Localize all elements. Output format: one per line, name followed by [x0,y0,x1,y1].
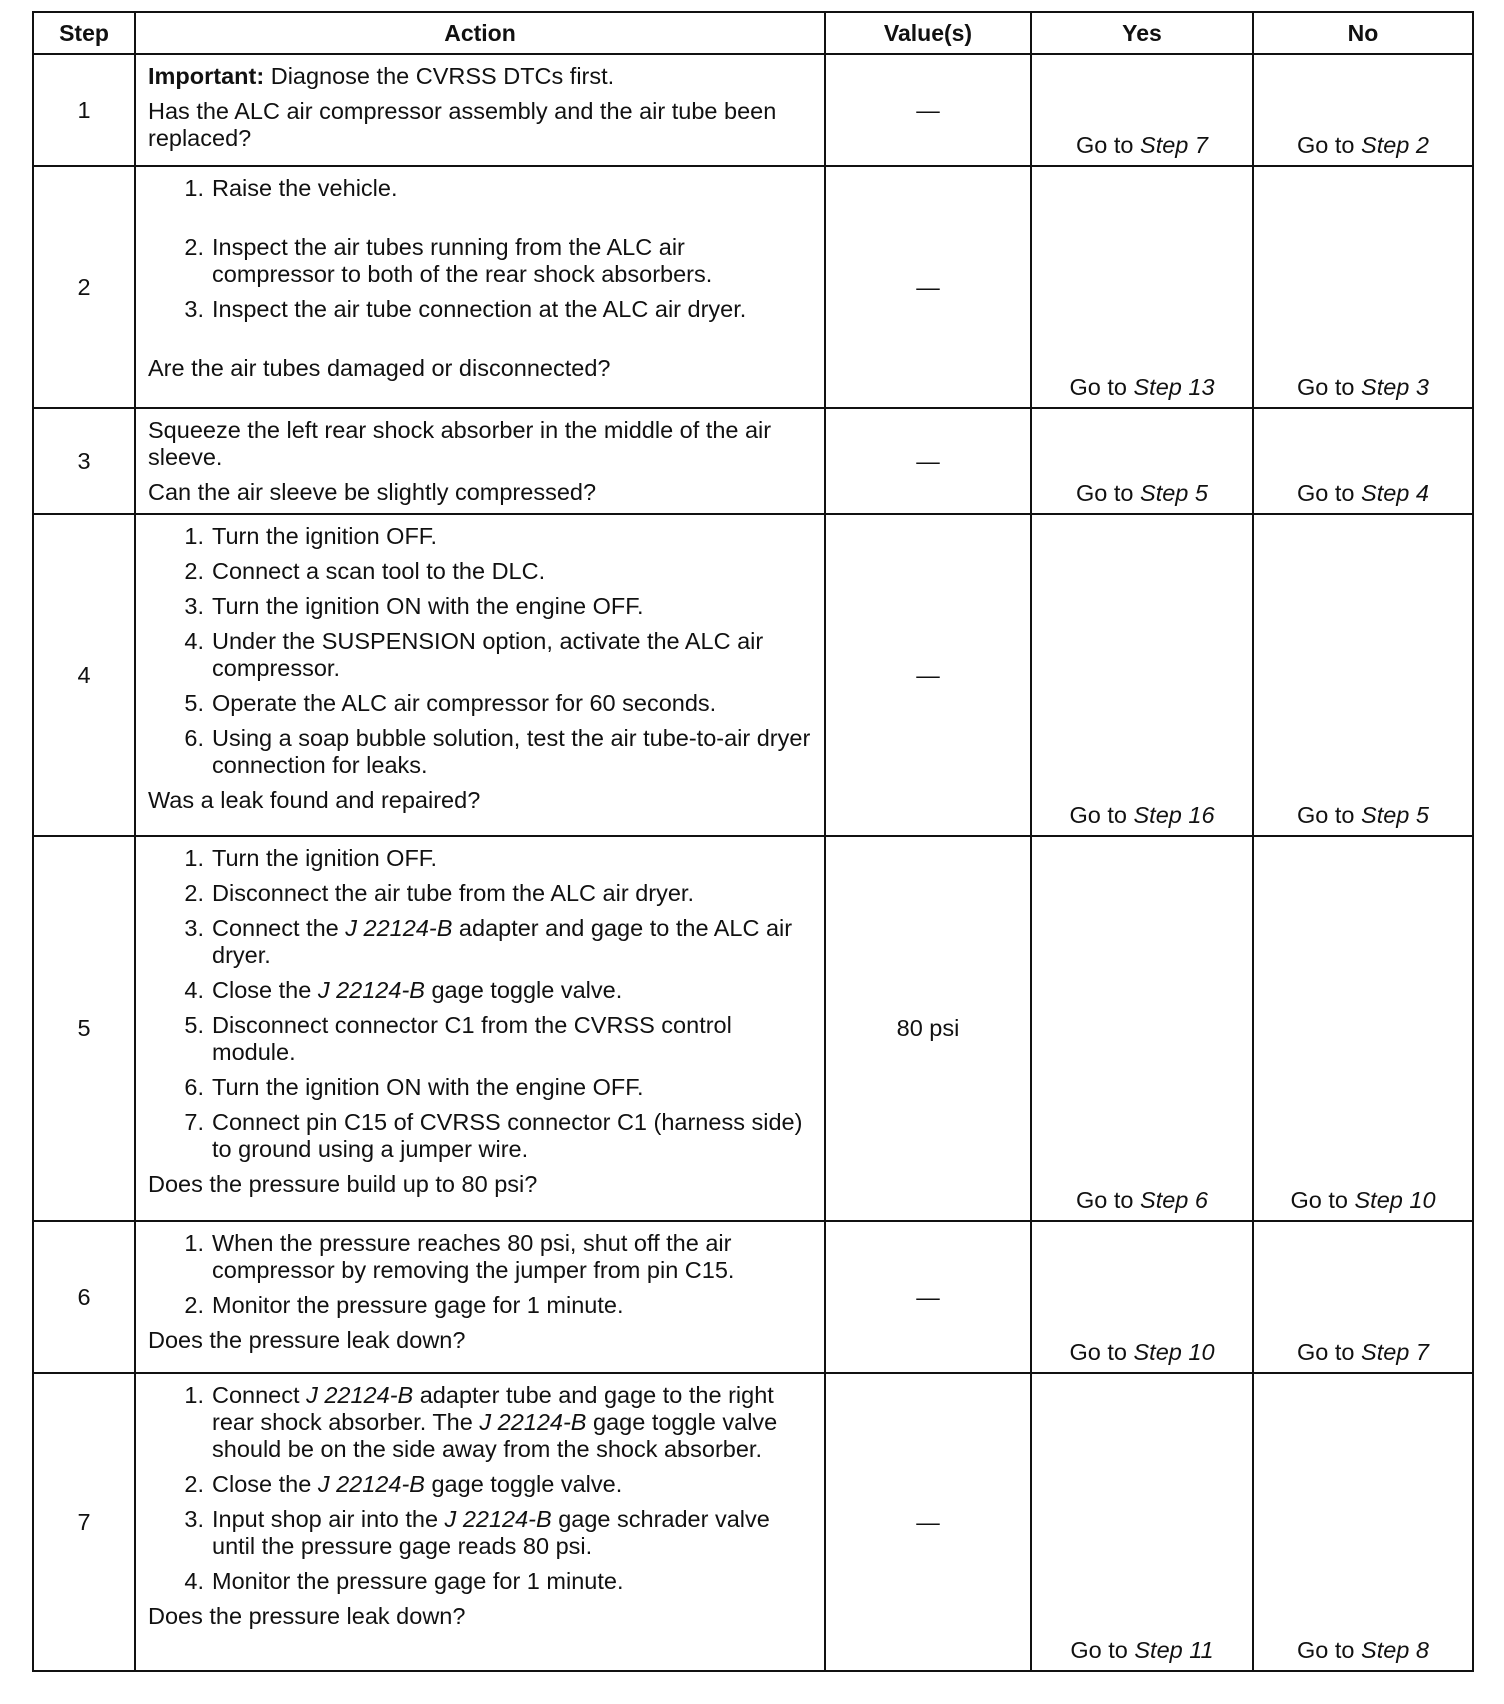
yes-cell [1031,408,1253,514]
yes-prefix: Go to [1069,374,1134,400]
tool-reference: J 22124-B [444,1506,552,1532]
action-item: 1. Turn the ignition OFF. [184,523,438,549]
action-item: 3. Inspect the air tube connection at the ALC air dryer. [184,296,747,322]
yes-step-link[interactable]: Step 10 [1133,1339,1215,1365]
action-list [148,1382,812,1595]
yes-prefix: Go to [1076,480,1141,506]
table-row [33,408,1473,514]
no-step-link[interactable]: Step 8 [1361,1637,1429,1663]
yes-cell [1031,166,1253,408]
tool-reference: J 22124-B [317,1471,425,1497]
diagnostic-table [32,11,1474,1672]
yes-cell [1031,836,1253,1221]
step-question: Can the air sleeve be slightly compressed? [148,479,597,505]
no-cell [1253,836,1473,1221]
header-step: Step [33,12,135,54]
action-item: 1. Raise the vehicle. [184,175,398,201]
action-item: 2. Inspect the air tubes running from the ALC air compressor to both of the rear shock absorbers. [184,234,713,287]
no-cell [1253,408,1473,514]
action-item: 7. Connect pin C15 of CVRSS connector C1 (harness side) to ground using a jumper wire. [184,1109,803,1162]
value-cell: — [825,1373,1031,1671]
step-question: Does the pressure leak down? [148,1327,466,1353]
step-question: Are the air tubes damaged or disconnected? [148,355,611,381]
yes-cell [1031,54,1253,166]
step-question: Has the ALC air compressor assembly and the air tube been replaced? [148,98,777,151]
action-item: 1. Connect J 22124-B adapter tube and gage to the right rear shock absorber. The J 22124-B gage toggle valve should be on the side away from the shock absorber. [184,1382,778,1462]
no-prefix: Go to [1297,1637,1362,1663]
important-note [148,63,812,90]
tool-reference: J 22124-B [345,915,453,941]
action-item: 2. Disconnect the air tube from the ALC air dryer. [184,880,694,906]
step-question: Does the pressure leak down? [148,1603,466,1629]
no-step-link[interactable]: Step 2 [1361,132,1429,158]
step-number: 7 [33,1373,135,1671]
yes-step-link[interactable]: Step 13 [1133,374,1215,400]
no-prefix: Go to [1297,132,1362,158]
header-values: Value(s) [825,12,1031,54]
yes-cell [1031,514,1253,836]
action-item: 4. Under the SUSPENSION option, activate the ALC air compressor. [184,628,764,681]
no-cell [1253,514,1473,836]
no-step-link[interactable]: Step 5 [1361,802,1429,828]
table-row [33,514,1473,836]
no-cell [1253,1373,1473,1671]
yes-step-link[interactable]: Step 16 [1133,802,1215,828]
action-cell [135,836,825,1221]
value-cell: — [825,514,1031,836]
header-action: Action [135,12,825,54]
yes-step-link[interactable]: Step 7 [1140,132,1208,158]
table-row [33,1221,1473,1373]
action-item: 4. Monitor the pressure gage for 1 minute. [184,1568,624,1594]
no-step-link[interactable]: Step 3 [1361,374,1429,400]
yes-prefix: Go to [1069,1339,1134,1365]
action-cell [135,1221,825,1373]
important-label: Important: [148,63,265,89]
no-prefix: Go to [1297,1339,1362,1365]
table-row [33,836,1473,1221]
yes-cell [1031,1221,1253,1373]
no-step-link[interactable]: Step 10 [1354,1187,1436,1213]
value-cell: 80 psi [825,836,1031,1221]
action-item: 4. Close the J 22124-B gage toggle valve. [184,977,623,1003]
action-cell [135,54,825,166]
action-list [148,1230,812,1319]
action-cell [135,1373,825,1671]
no-prefix: Go to [1297,374,1362,400]
action-list [148,234,812,323]
yes-prefix: Go to [1069,802,1134,828]
action-item: 2. Monitor the pressure gage for 1 minute. [184,1292,624,1318]
action-list [148,523,812,779]
value-cell: — [825,54,1031,166]
action-item: 6. Using a soap bubble solution, test the air tube-to-air dryer connection for leaks. [184,725,811,778]
action-text: Squeeze the left rear shock absorber in the middle of the air sleeve. [148,417,772,470]
action-list [148,845,812,1163]
yes-step-link[interactable]: Step 6 [1140,1187,1208,1213]
action-item: 6. Turn the ignition ON with the engine OFF. [184,1074,644,1100]
action-list [148,175,812,202]
tool-reference: J 22124-B [317,977,425,1003]
no-prefix: Go to [1297,802,1362,828]
action-item: 3. Input shop air into the J 22124-B gage schrader valve until the pressure gage reads 80 psi. [184,1506,770,1559]
header-yes: Yes [1031,12,1253,54]
header-no: No [1253,12,1473,54]
yes-step-link[interactable]: Step 5 [1140,480,1208,506]
step-number: 5 [33,836,135,1221]
no-step-link[interactable]: Step 7 [1361,1339,1429,1365]
step-question: Does the pressure build up to 80 psi? [148,1171,538,1197]
yes-prefix: Go to [1076,132,1141,158]
no-cell [1253,166,1473,408]
tool-reference: J 22124-B [306,1382,414,1408]
action-cell [135,408,825,514]
yes-prefix: Go to [1076,1187,1141,1213]
tool-reference: J 22124-B [479,1409,587,1435]
no-cell [1253,54,1473,166]
step-number: 3 [33,408,135,514]
action-cell [135,166,825,408]
action-item: 5. Disconnect connector C1 from the CVRSS control module. [184,1012,732,1065]
important-text: Diagnose the CVRSS DTCs first. [264,63,615,89]
action-item: 5. Operate the ALC air compressor for 60 seconds. [184,690,717,716]
value-cell: — [825,408,1031,514]
table-row [33,54,1473,166]
step-question: Was a leak found and repaired? [148,787,481,813]
no-step-link[interactable]: Step 4 [1361,480,1429,506]
yes-prefix: Go to [1070,1637,1135,1663]
value-cell: — [825,166,1031,408]
yes-step-link[interactable]: Step 11 [1134,1637,1214,1663]
value-cell: — [825,1221,1031,1373]
action-item: 1. When the pressure reaches 80 psi, shut off the air compressor by removing the jumper from pin C15. [184,1230,735,1283]
step-number: 6 [33,1221,135,1373]
action-item: 3. Turn the ignition ON with the engine OFF. [184,593,644,619]
action-item: 2. Close the J 22124-B gage toggle valve. [184,1471,623,1497]
step-number: 2 [33,166,135,408]
table-row [33,1373,1473,1671]
table-header-row [33,12,1473,54]
action-item: 3. Connect the J 22124-B adapter and gage to the ALC air dryer. [184,915,793,968]
yes-cell [1031,1373,1253,1671]
no-prefix: Go to [1297,480,1362,506]
step-number: 4 [33,514,135,836]
table-row [33,166,1473,408]
no-prefix: Go to [1290,1187,1355,1213]
action-item: 2. Connect a scan tool to the DLC. [184,558,546,584]
action-item: 1. Turn the ignition OFF. [184,845,438,871]
action-cell [135,514,825,836]
no-cell [1253,1221,1473,1373]
step-number: 1 [33,54,135,166]
